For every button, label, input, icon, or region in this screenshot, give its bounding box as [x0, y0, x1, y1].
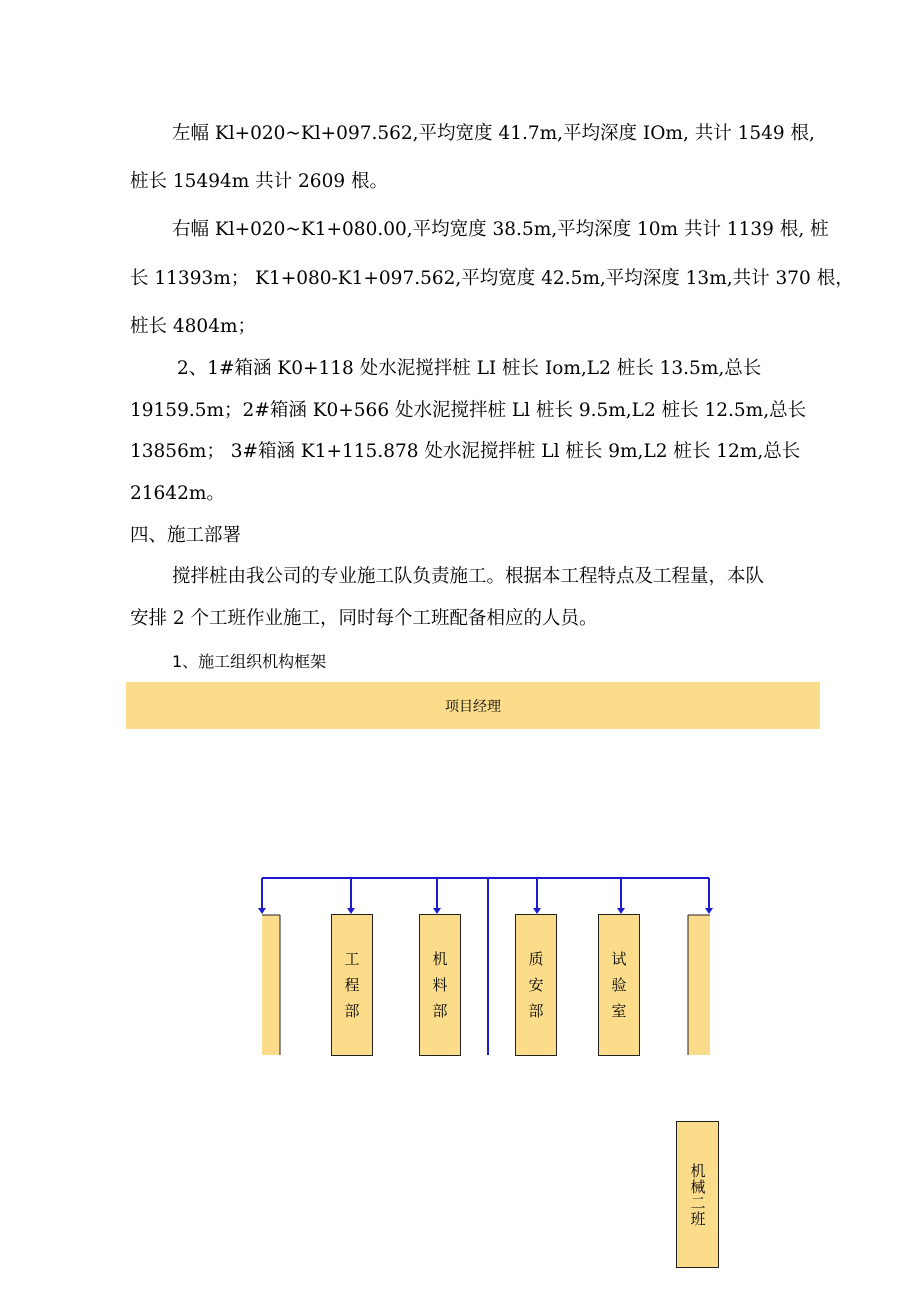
section-heading: 四、施工部署: [130, 525, 242, 546]
dept-char: 验: [611, 976, 627, 994]
dept-char: 料: [432, 976, 448, 994]
dept-char: 室: [611, 1002, 627, 1020]
dept-char: 程: [344, 976, 360, 994]
dept-box-laboratory: [598, 914, 640, 1056]
paragraph-left-line-1: 左幅 Kl+020~Kl+097.562,平均宽度 41.7m,平均深度 IOm, 共计 1549 根,: [172, 123, 815, 144]
machinery-team-2-label: 机械二班: [688, 1162, 707, 1227]
dept-char: 安: [528, 976, 544, 994]
project-manager-label: 项目经理: [445, 698, 501, 715]
dept-box-quality-safety: [515, 914, 557, 1056]
dept-char: 质: [528, 950, 544, 968]
dept-box-materials: [419, 914, 461, 1056]
paragraph-left-line-2: 桩长 15494m 共计 2609 根。: [130, 171, 388, 192]
dept-char: 工: [344, 950, 360, 968]
dept-char: 部: [528, 1002, 544, 1020]
org-chart-heading: 1、施工组织机构框架: [172, 652, 327, 671]
paragraph-deployment-line-2: 安排 2 个工班作业施工，同时每个工班配备相应的人员。: [130, 608, 598, 629]
paragraph-right-line-1: 右幅 Kl+020~K1+080.00,平均宽度 38.5m,平均深度 10m 共计 1139 根, 桩: [172, 219, 829, 240]
paragraph-culvert-line-1: 2、1#箱涵 K0+118 处水泥搅拌桩 LI 桩长 Iom,L2 桩长 13.5m,总长: [177, 358, 762, 379]
paragraph-deployment-line-1: 搅拌桩由我公司的专业施工队负责施工。根据本工程特点及工程量，本队: [172, 566, 765, 587]
dept-box-engineering: [331, 914, 373, 1056]
paragraph-right-line-3: 桩长 4804m；: [130, 316, 257, 337]
machinery-team-2-box: [676, 1121, 719, 1268]
paragraph-culvert-line-2: 19159.5m；2#箱涵 K0+566 处水泥搅拌桩 Ll 桩长 9.5m,L2 桩长 12.5m,总长: [130, 400, 807, 421]
dept-char: 试: [611, 950, 627, 968]
paragraph-culvert-line-4: 21642m。: [130, 483, 225, 504]
paragraph-right-line-2: 长 11393m； K1+080-K1+097.562,平均宽度 42.5m,平均深度 13m,共计 370 根，: [130, 268, 854, 289]
dept-char: 机: [432, 950, 448, 968]
paragraph-culvert-line-3: 13856m； 3#箱涵 K1+115.878 处水泥搅拌桩 Ll 桩长 9m,L2 桩长 12m,总长: [130, 441, 801, 462]
dept-char: 部: [344, 1002, 360, 1020]
dept-char: 部: [432, 1002, 448, 1020]
